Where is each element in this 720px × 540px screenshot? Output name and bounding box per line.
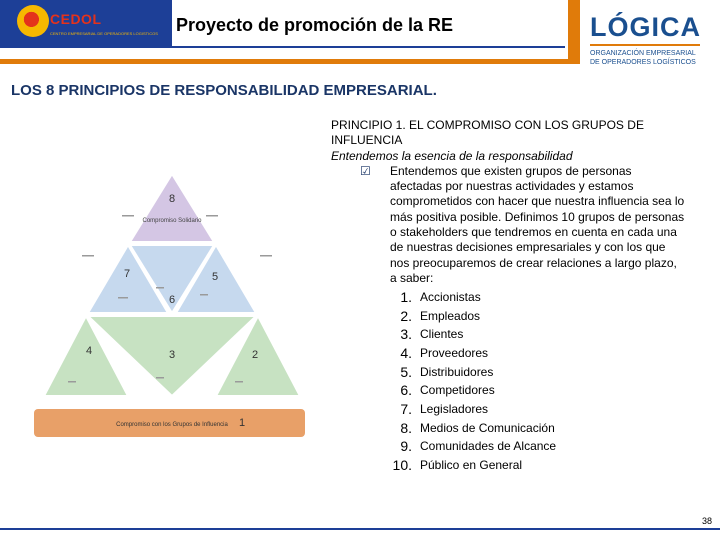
pyramid-number-8: 8 [168,193,176,205]
pyramid-tier-8 [130,174,214,242]
logica-name: LÓGICA [590,12,701,42]
header-divider-blue [0,46,565,48]
section-title: LOS 8 PRINCIPIOS DE RESPONSABILIDAD EMPRESARIAL. [11,82,437,99]
list-item: 10. Público en General [392,457,523,474]
principle-bullet-text: Entendemos que existen grupos de personas afectadas por nuestras actividades y estamos comprometidos con hacer que nuestra influencia sea lo más positiva posible. Definimos 10 grupos de personas o stakeholders que tendremos en cuenta en cada una de nuestras decisiones empresariales y con los que nos preocuparemos de crear relaciones a largo plazo, a saber: [390,163,685,285]
principle-title: PRINCIPIO 1. EL COMPROMISO CON LOS GRUPOS DE INFLUENCIA [331,118,644,148]
stakeholder-groups-list [390,288,686,475]
list-item: 6. Competidores [400,382,495,399]
pyramid-base-label: Compromiso con los Grupos de Influencia [116,422,228,428]
footer-divider [0,528,720,530]
principle-bullet [360,163,686,475]
list-item: 8. Medios de Comunicación [400,419,555,436]
pyramid-number-1: 1 [238,417,246,429]
cedol-tagline: CENTRO EMPRESARIAL DE OPERADORES LOGISTICOS [50,31,158,36]
cedol-name: CEDOL [50,11,102,27]
list-item: 1. Accionistas [400,288,481,305]
pyramid-top-label: Compromiso Solidario [142,218,202,224]
pyramid-number-5: 5 [211,271,219,283]
page-number: 38 [701,516,712,526]
cedol-globe-icon [17,5,49,37]
list-item: 4. Proveedores [400,345,489,362]
pyramid-number-4: 4 [85,345,93,357]
list-item: 5. Distribuidores [400,363,494,380]
list-item: 3. Clientes [400,326,464,343]
principle-content [331,118,686,475]
presentation-title: Proyecto de promoción de la RE [176,15,454,35]
list-item: 7. Legisladores [400,401,489,418]
principles-pyramid-diagram [30,160,310,440]
checkbox-icon: ☑ [360,163,371,178]
pyramid-number-7: 7 [123,268,131,280]
pyramid-number-2: 2 [251,349,259,361]
logica-separator [590,44,700,46]
principle-intro: Entendemos la esencia de la responsabilidad [331,148,573,163]
logica-subtitle: ORGANIZACIÓN EMPRESARIAL DE OPERADORES LOGÍSTICOS [590,50,696,66]
header-accent-bar [568,0,580,60]
list-item: 2. Empleados [400,307,481,324]
pyramid-number-3: 3 [168,349,176,361]
list-item: 9. Comunidades de Alcance [400,438,557,455]
pyramid-number-6: 6 [168,294,176,306]
cedol-logo [0,0,172,46]
logica-logo [590,12,714,67]
header-divider-orange [0,59,580,64]
